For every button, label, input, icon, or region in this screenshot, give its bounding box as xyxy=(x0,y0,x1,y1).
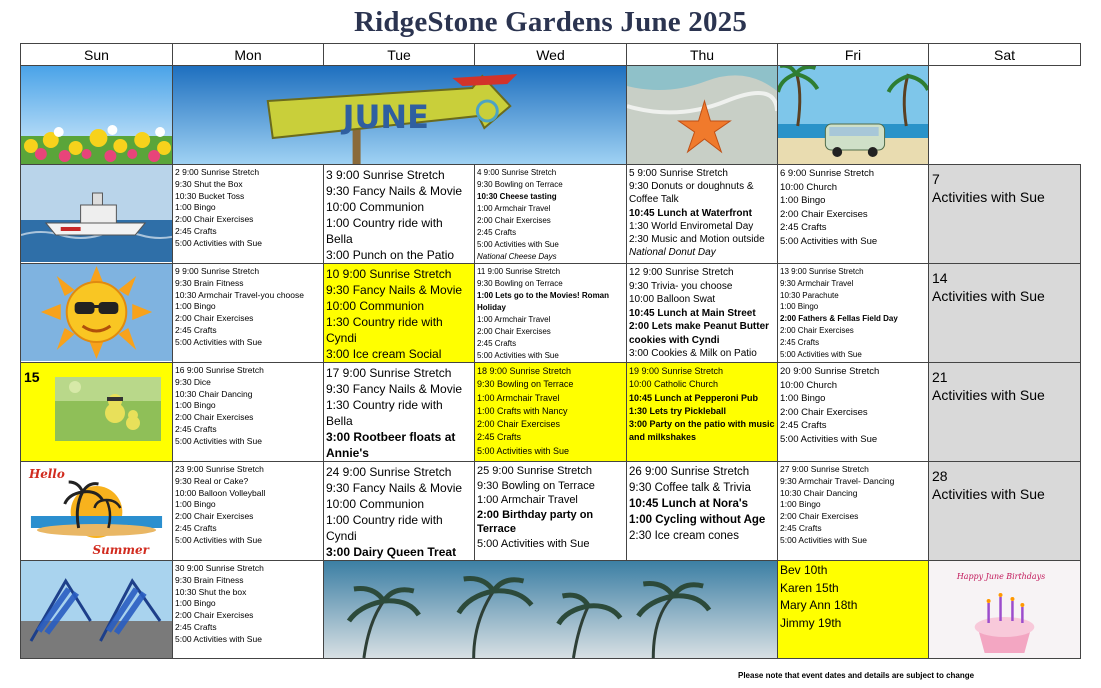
event: 9:30 Armchair Travel xyxy=(780,278,854,288)
event: Activities with Sue xyxy=(932,387,1045,403)
starfish-image xyxy=(627,66,778,165)
event: 5:00 Activities with Sue xyxy=(175,534,262,545)
event: 10:30 Cheese tasting xyxy=(477,192,557,201)
event: 10:30 Chair Dancing xyxy=(175,388,253,399)
birthday-entry: Mary Ann 18th xyxy=(780,598,858,612)
event: 2:30 Ice cream cones xyxy=(629,530,739,542)
day-number: 14 xyxy=(932,270,948,286)
day-number: 21 xyxy=(932,369,948,385)
event: 1:00 Bingo xyxy=(780,393,826,404)
event: 11 9:00 Sunrise Stretch xyxy=(477,267,561,276)
event: 2:00 Chair Exercises xyxy=(175,412,254,423)
event: 2:45 Crafts xyxy=(175,225,217,236)
event: 1:30 Country ride with Cyndi xyxy=(326,315,443,345)
event: 1:00 Bingo xyxy=(780,499,821,510)
event: 1:30 Lets try Pickleball xyxy=(629,405,727,416)
birthday-cupcake-image xyxy=(929,561,1081,659)
event: 1:00 Country ride with Cyndi xyxy=(326,513,443,543)
event: 12 9:00 Sunrise Stretch xyxy=(629,267,734,278)
event: 9 9:00 Sunrise Stretch xyxy=(175,266,260,276)
event: 1:00 Crafts with Nancy xyxy=(477,405,568,416)
event: Activities with Sue xyxy=(932,189,1045,205)
event: 1:00 Lets go to the Movies! Roman Holiday xyxy=(477,291,610,312)
event: 2:00 Chair Exercises xyxy=(780,511,859,522)
event: 2:45 Crafts xyxy=(175,621,217,632)
event: 5:00 Activities with Sue xyxy=(780,433,878,445)
event: 2:00 Chair Exercises xyxy=(780,208,868,220)
event: 10:00 Communion xyxy=(326,497,425,511)
day-header-thu: Thu xyxy=(627,44,778,66)
event: 9:30 Brain Fitness xyxy=(175,574,244,585)
day-15-cell xyxy=(21,363,173,462)
event: 9:30 Armchair Travel- Dancing xyxy=(780,475,895,486)
day-header-fri: Fri xyxy=(778,44,929,66)
day-17-events xyxy=(324,363,474,461)
birthday-card-text: Happy June Birthdays xyxy=(956,571,1046,582)
event: 10:45 Lunch at Main Street xyxy=(629,307,756,319)
day-16-events xyxy=(173,363,323,448)
event: 2 9:00 Sunrise Stretch xyxy=(175,167,260,177)
event: 2:45 Crafts xyxy=(780,222,827,233)
event: National Donut Day xyxy=(629,247,716,259)
day-21-cell xyxy=(929,363,1081,462)
dad-chicks-image xyxy=(55,377,161,441)
event: 26 9:00 Sunrise Stretch xyxy=(629,466,750,478)
event: 5:00 Activities with Sue xyxy=(477,240,559,249)
event: 13 9:00 Sunrise Stretch xyxy=(780,267,864,276)
event: 2:00 Lets make Peanut Butter cookies with Cyndi xyxy=(629,321,770,346)
event: National Cheese Days xyxy=(477,252,557,261)
day-6-events xyxy=(778,165,928,248)
beach-chairs-image xyxy=(21,561,173,659)
palm-trees-image xyxy=(324,561,778,659)
day-25-events xyxy=(475,462,626,551)
event: 3:00 Rootbeer floats at Annie's xyxy=(326,430,456,460)
flowers-image xyxy=(21,66,173,165)
event: 3:00 Punch on the Patio xyxy=(326,248,455,262)
day-7-cell xyxy=(929,165,1081,264)
event: 2:00 Birthday party on Terrace xyxy=(477,508,594,535)
event: 1:30 World Envirometal Day xyxy=(629,220,754,232)
event: 2:45 Crafts xyxy=(477,228,517,237)
day-header-sat: Sat xyxy=(929,44,1081,66)
event: 10:30 Chair Dancing xyxy=(780,487,858,498)
event: 18 9:00 Sunrise Stretch xyxy=(477,366,572,376)
day-18-events xyxy=(475,363,626,458)
event: Activities with Sue xyxy=(932,486,1045,502)
event: 9:30 Shut the Box xyxy=(175,178,243,189)
event: 9:30 Fancy Nails & Movie xyxy=(326,481,463,495)
birthday-entry: Jimmy 19th xyxy=(780,615,842,630)
event: 9:30 Fancy Nails & Movie xyxy=(326,184,463,198)
birthdays-list xyxy=(778,561,928,632)
hello-summer-image xyxy=(21,462,173,561)
day-number: 7 xyxy=(932,171,940,187)
day-13-events xyxy=(778,264,928,360)
van-beach-image xyxy=(778,66,929,165)
day-20-events xyxy=(778,363,928,446)
event: 20 9:00 Sunrise Stretch xyxy=(780,366,880,377)
event: 5:00 Activities with Sue xyxy=(175,633,262,644)
event: 9:30 Fancy Nails & Movie xyxy=(326,382,463,396)
event: 17 9:00 Sunrise Stretch xyxy=(326,366,452,380)
day-2-events xyxy=(173,165,323,250)
event: 9:30 Fancy Nails & Movie xyxy=(326,283,463,297)
event: 10:45 Lunch at Pepperoni Pub xyxy=(629,392,759,403)
event: 1:00 Cycling without Age xyxy=(629,514,766,526)
day-9-events xyxy=(173,264,323,349)
event: 4 9:00 Sunrise Stretch xyxy=(477,168,557,177)
event: 2:45 Crafts xyxy=(477,432,522,443)
event: 1:00 Bingo xyxy=(780,195,826,206)
event: 10:00 Communion xyxy=(326,299,425,313)
event: 16 9:00 Sunrise Stretch xyxy=(175,365,264,375)
event: 3:00 Ice cream Social xyxy=(326,347,442,361)
event: 9:30 Bowling on Terrace xyxy=(477,379,574,390)
day-28-cell xyxy=(929,462,1081,561)
event: 1:00 Country ride with Bella xyxy=(326,216,443,246)
event: 5:00 Activities with Sue xyxy=(175,237,262,248)
footnote: Please note that event dates and details are subject to change xyxy=(738,671,975,680)
event: 1:00 Bingo xyxy=(175,499,216,510)
day-header-tue: Tue xyxy=(324,44,475,66)
event: 2:00 Chair Exercises xyxy=(175,214,254,225)
june-sign-image xyxy=(173,66,627,165)
event: 5:00 Activities with Sue xyxy=(780,349,862,359)
event: 2:00 Chair Exercises xyxy=(477,419,561,430)
event: 5 9:00 Sunrise Stretch xyxy=(629,168,728,179)
event: 24 9:00 Sunrise Stretch xyxy=(326,465,452,479)
event: 3 9:00 Sunrise Stretch xyxy=(326,168,445,182)
event: 6 9:00 Sunrise Stretch xyxy=(780,168,874,179)
event: 27 9:00 Sunrise Stretch xyxy=(780,464,869,474)
event: 9:30 Real or Cake? xyxy=(175,475,249,486)
event: 10:30 Armchair Travel-you choose xyxy=(175,289,304,300)
day-30-events xyxy=(173,561,323,646)
day-11-events xyxy=(475,264,626,362)
event: 9:30 Donuts or doughnuts & Coffee Talk xyxy=(629,181,754,206)
day-number: 28 xyxy=(932,468,948,484)
event: 1:00 Armchair Travel xyxy=(477,494,578,506)
event: 3:00 Party on the patio with music and milkshakes xyxy=(629,419,775,443)
event: 2:00 Chair Exercises xyxy=(477,327,551,336)
june-sign-text: JUNE xyxy=(342,97,429,137)
event: 2:45 Crafts xyxy=(175,423,217,434)
event: 10:30 Parachute xyxy=(780,290,839,300)
event: 1:00 Armchair Travel xyxy=(477,315,551,324)
event: 9:30 Coffee talk & Trivia xyxy=(629,482,751,494)
event: 2:00 Chair Exercises xyxy=(175,313,254,324)
event: 3:00 Cookies & Milk on Patio xyxy=(629,348,757,359)
event: 2:00 Fathers & Fellas Field Day xyxy=(780,314,898,324)
event: 2:45 Crafts xyxy=(477,339,517,348)
event: 2:45 Crafts xyxy=(780,337,820,347)
event: Activities with Sue xyxy=(932,288,1045,304)
event: 9:30 Bowling on Terrace xyxy=(477,479,595,492)
page-title: RidgeStone Gardens June 2025 xyxy=(353,6,748,38)
event: 9:30 Bowling on Terrace xyxy=(477,180,563,189)
day-4-events xyxy=(475,165,626,263)
day-14-cell xyxy=(929,264,1081,363)
event: 1:00 Bingo xyxy=(175,301,216,312)
day-header-wed: Wed xyxy=(475,44,627,66)
event: 5:00 Activities with Sue xyxy=(175,435,262,446)
event: 10:00 Catholic Church xyxy=(629,379,719,390)
sun-sunglasses-image xyxy=(21,264,173,363)
event: 2:00 Chair Exercises xyxy=(780,325,854,335)
event: 5:00 Activities with Sue xyxy=(477,351,559,360)
day-26-events xyxy=(627,462,777,544)
event: 10:00 Balloon Swat xyxy=(629,294,716,305)
event: 2:00 Chair Exercises xyxy=(175,610,254,621)
event: 25 9:00 Sunrise Stretch xyxy=(477,465,592,477)
birthday-entry: Karen 15th xyxy=(780,580,839,595)
event: 10:30 Shut the box xyxy=(175,586,247,597)
event: 10:00 Communion xyxy=(326,200,425,214)
event: 5:00 Activities with Sue xyxy=(175,336,262,347)
day-27-events xyxy=(778,462,928,547)
day-10-events xyxy=(324,264,474,362)
event: 19 9:00 Sunrise Stretch xyxy=(629,366,724,376)
day-header-mon: Mon xyxy=(173,44,324,66)
event: 2:30 Music and Motion outside xyxy=(629,234,765,246)
boat-image xyxy=(21,165,173,264)
event: 10 9:00 Sunrise Stretch xyxy=(326,267,452,281)
event: 5:00 Activities with Sue xyxy=(477,537,590,550)
day-19-events xyxy=(627,363,777,445)
event: 5:00 Activities with Sue xyxy=(780,534,867,545)
event: 5:00 Activities with Sue xyxy=(780,235,878,247)
event: 1:00 Bingo xyxy=(780,302,819,312)
event: 10:45 Lunch at Waterfront xyxy=(629,207,752,219)
day-24-events xyxy=(324,462,474,560)
event: 23 9:00 Sunrise Stretch xyxy=(175,464,264,474)
day-12-events xyxy=(627,264,777,361)
event: 9:30 Brain Fitness xyxy=(175,277,244,288)
event: 10:30 Bucket Toss xyxy=(175,190,245,201)
day-5-events xyxy=(627,165,777,259)
event: 1:00 Armchair Travel xyxy=(477,392,560,403)
event: 2:00 Chair Exercises xyxy=(175,511,254,522)
event: 1:00 Bingo xyxy=(175,202,216,213)
event: 1:00 Armchair Travel xyxy=(477,204,551,213)
event: 1:00 Bingo xyxy=(175,400,216,411)
day-header-sun: Sun xyxy=(21,44,173,66)
event: 2:45 Crafts xyxy=(780,420,827,431)
event: 3:00 Dairy Queen Treat xyxy=(326,545,457,559)
event: 9:30 Bowling on Terrace xyxy=(477,279,563,288)
summer-text: Summer xyxy=(92,542,149,558)
event: 10:45 Lunch at Nora's xyxy=(629,498,749,510)
event: 9:30 Dice xyxy=(175,376,211,387)
event: 5:00 Activities with Sue xyxy=(477,445,570,456)
event: 2:00 Chair Exercises xyxy=(780,406,868,418)
event: 1:00 Bingo xyxy=(175,598,216,609)
event: 2:45 Crafts xyxy=(175,522,217,533)
event: 1:30 Country ride with Bella xyxy=(326,398,443,428)
event: 2:45 Crafts xyxy=(780,522,822,533)
day-3-events xyxy=(324,165,474,263)
event: 2:00 Chair Exercises xyxy=(477,216,551,225)
birthday-entry: Bev 10th xyxy=(780,563,828,577)
event: 2:45 Crafts xyxy=(175,324,217,335)
day-number: 15 xyxy=(24,369,40,385)
event: 9:30 Trivia- you choose xyxy=(629,280,733,292)
day-23-events xyxy=(173,462,323,547)
event: 10:00 Balloon Volleyball xyxy=(175,487,266,498)
event: 30 9:00 Sunrise Stretch xyxy=(175,563,264,573)
calendar-grid xyxy=(20,43,1081,659)
hello-text: Hello xyxy=(28,466,65,482)
event: 10:00 Church xyxy=(780,379,838,391)
event: 10:00 Church xyxy=(780,181,838,193)
